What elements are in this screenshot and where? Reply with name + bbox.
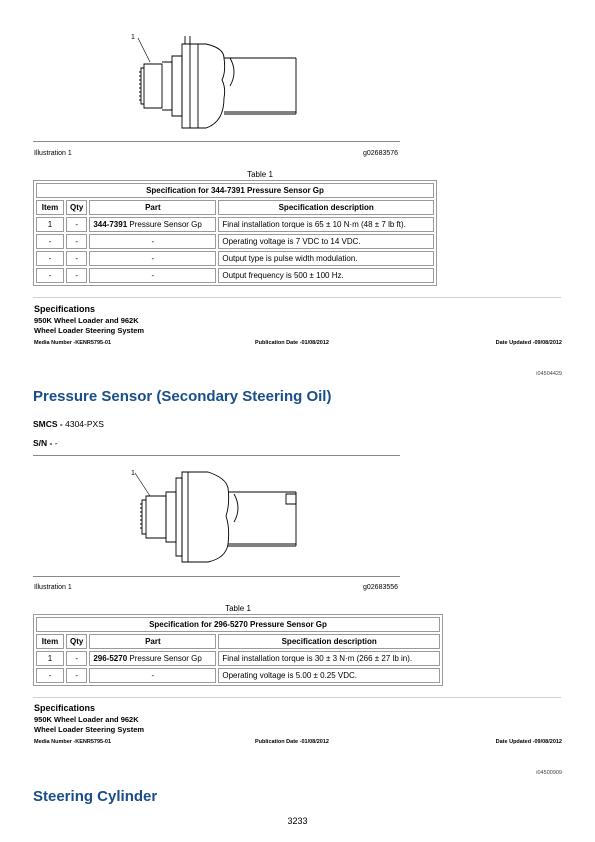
col-header-item: Item bbox=[36, 200, 64, 215]
part-number: 344-7391 bbox=[93, 220, 128, 229]
footer-heading: Specifications bbox=[34, 703, 96, 713]
callout-number: 1 bbox=[131, 470, 135, 477]
table-row bbox=[36, 668, 440, 683]
cell-item: - bbox=[36, 668, 64, 683]
date-updated: Date Updated -09/08/2012 bbox=[495, 739, 562, 745]
smcs-code bbox=[33, 419, 104, 429]
illustration-code: g02683576 bbox=[363, 150, 399, 157]
media-number: Media Number -KENR5795-01 bbox=[34, 340, 112, 346]
table-label: Table 1 bbox=[247, 170, 273, 179]
col-header-spec: Specification description bbox=[218, 634, 440, 649]
cell-qty: - bbox=[66, 268, 87, 283]
page-number: 3233 bbox=[287, 816, 308, 826]
publication-date: Publication Date -01/08/2012 bbox=[255, 340, 329, 346]
footer-system: Wheel Loader Steering System bbox=[34, 725, 145, 734]
cell-part: - bbox=[89, 251, 216, 266]
part-name: Pressure Sensor Gp bbox=[127, 220, 202, 229]
cell-qty: - bbox=[66, 251, 87, 266]
cell-item: 1 bbox=[36, 217, 64, 232]
illustration-label: Illustration 1 bbox=[34, 584, 72, 591]
cell-qty: - bbox=[66, 651, 87, 666]
part-number: 296-5270 bbox=[93, 654, 128, 663]
sn-value: - bbox=[54, 438, 58, 448]
section-divider bbox=[33, 297, 561, 298]
sensor-illustration-2 bbox=[110, 458, 350, 576]
cell-spec: Output frequency is 500 ± 100 Hz. bbox=[218, 268, 434, 283]
cell-qty: - bbox=[66, 217, 87, 232]
document-id: i04500909 bbox=[536, 770, 562, 776]
cell-qty: - bbox=[66, 668, 87, 683]
sn-label: S/N - bbox=[33, 438, 55, 448]
cell-spec: Final installation torque is 30 ± 3 N·m (266 ± 27 lb in). bbox=[218, 651, 440, 666]
table-label: Table 1 bbox=[225, 604, 251, 613]
page-title: Pressure Sensor (Secondary Steering Oil) bbox=[33, 388, 332, 405]
cell-part: - bbox=[89, 234, 216, 249]
footer-heading: Specifications bbox=[34, 304, 96, 314]
document-id: i04504429 bbox=[536, 371, 562, 377]
part-name: Pressure Sensor Gp bbox=[127, 654, 202, 663]
col-header-item: Item bbox=[36, 634, 64, 649]
cell-item: - bbox=[36, 234, 64, 249]
cell-spec: Final installation torque is 65 ± 10 N·m (48 ± 7 lb ft). bbox=[218, 217, 434, 232]
table-title: Specification for 296-5270 Pressure Sensor Gp bbox=[36, 617, 440, 632]
col-header-qty: Qty bbox=[66, 200, 87, 215]
cell-item: - bbox=[36, 268, 64, 283]
sensor-drawing-1 bbox=[110, 24, 350, 144]
table-row bbox=[36, 268, 434, 283]
illustration-code: g02683556 bbox=[363, 584, 399, 591]
cell-spec: Output type is pulse width modulation. bbox=[218, 251, 434, 266]
col-header-part: Part bbox=[89, 200, 216, 215]
section-title: Steering Cylinder bbox=[33, 788, 158, 805]
cell-part: - bbox=[89, 668, 216, 683]
spec-table-344-7391 bbox=[33, 180, 437, 286]
smcs-value: 4304-PXS bbox=[65, 419, 104, 429]
table-title: Specification for 344-7391 Pressure Sensor Gp bbox=[36, 183, 434, 198]
figure-top-divider bbox=[33, 455, 400, 456]
illustration-label: Illustration 1 bbox=[34, 150, 72, 157]
smcs-label: SMCS - bbox=[33, 419, 66, 429]
table-row bbox=[36, 234, 434, 249]
cell-part bbox=[89, 217, 216, 232]
table-row bbox=[36, 251, 434, 266]
col-header-spec: Specification description bbox=[218, 200, 434, 215]
cell-spec: Operating voltage is 7 VDC to 14 VDC. bbox=[218, 234, 434, 249]
cell-qty: - bbox=[66, 234, 87, 249]
serial-number bbox=[33, 438, 58, 448]
section-divider bbox=[33, 697, 561, 698]
col-header-part: Part bbox=[89, 634, 216, 649]
media-number: Media Number -KENR5795-01 bbox=[34, 739, 112, 745]
cell-part bbox=[89, 651, 216, 666]
figure-divider bbox=[33, 576, 400, 577]
table-row bbox=[36, 217, 434, 232]
cell-item: - bbox=[36, 251, 64, 266]
footer-model: 950K Wheel Loader and 962K bbox=[34, 316, 139, 325]
publication-date: Publication Date -01/08/2012 bbox=[255, 739, 329, 745]
footer-model: 950K Wheel Loader and 962K bbox=[34, 715, 139, 724]
col-header-qty: Qty bbox=[66, 634, 87, 649]
sensor-illustration-1 bbox=[110, 24, 350, 144]
figure-divider bbox=[33, 141, 400, 142]
callout-number: 1 bbox=[131, 34, 135, 41]
table-row bbox=[36, 651, 440, 666]
footer-system: Wheel Loader Steering System bbox=[34, 326, 145, 335]
date-updated: Date Updated -09/08/2012 bbox=[495, 340, 562, 346]
sensor-drawing-2 bbox=[110, 458, 350, 576]
cell-item: 1 bbox=[36, 651, 64, 666]
cell-part: - bbox=[89, 268, 216, 283]
spec-table-296-5270 bbox=[33, 614, 443, 686]
cell-spec: Operating voltage is 5.00 ± 0.25 VDC. bbox=[218, 668, 440, 683]
